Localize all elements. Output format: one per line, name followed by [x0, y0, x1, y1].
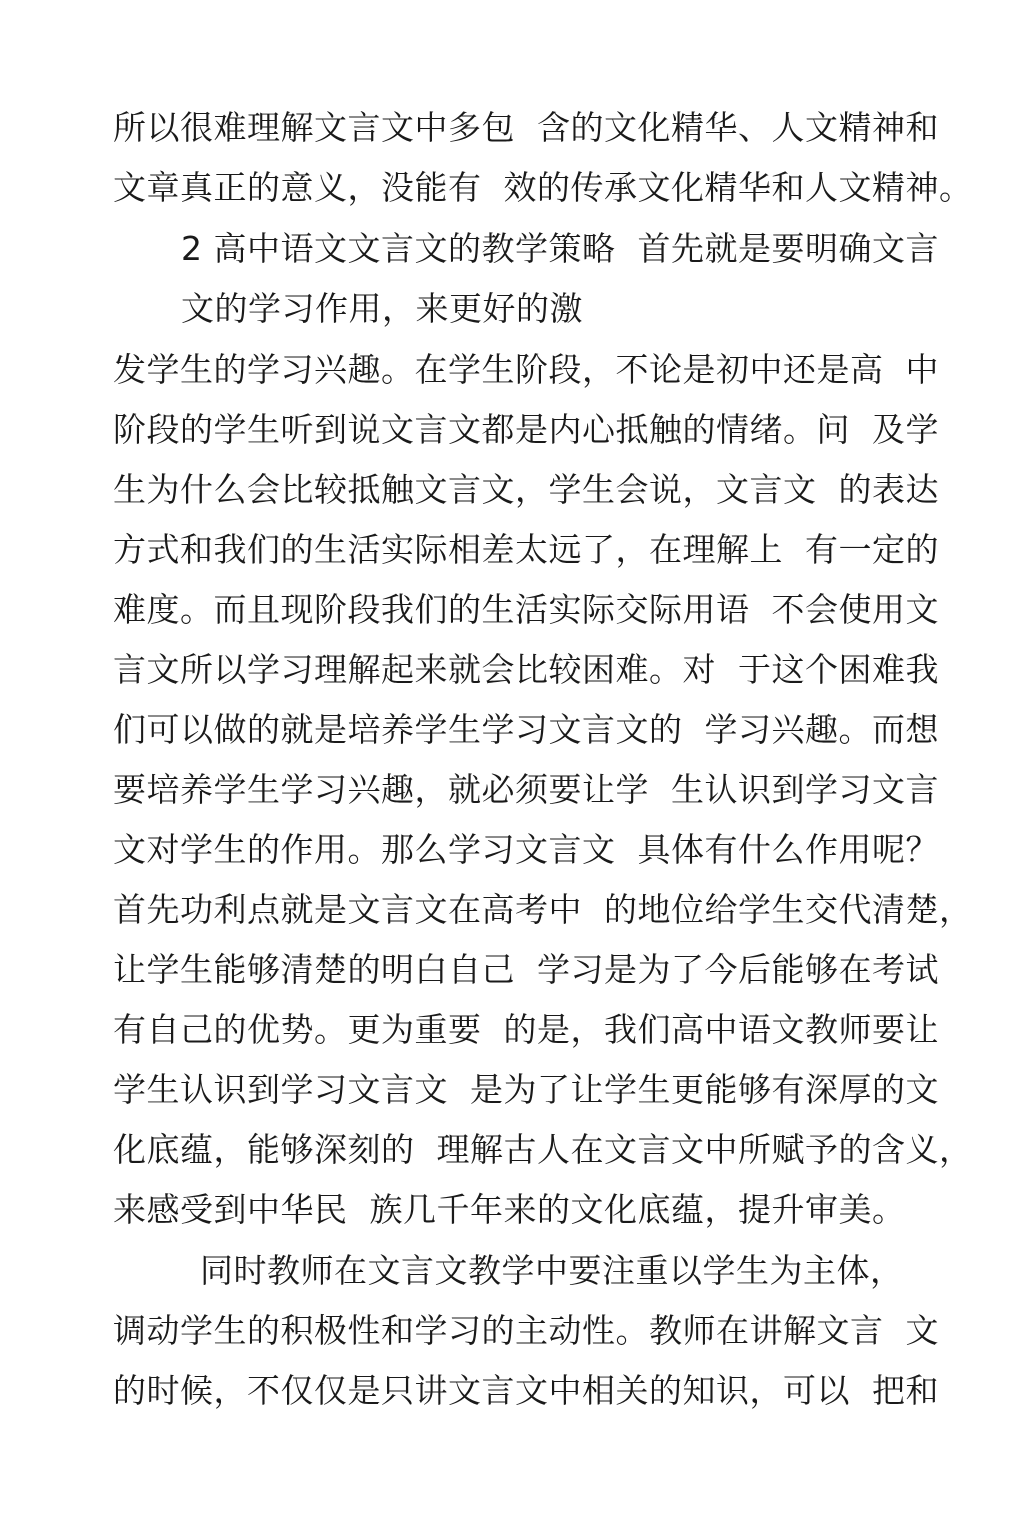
text-line: 难度。而且现阶段我们的生活实际交际用语 不会使用文: [113, 590, 939, 629]
text-line: 所以很难理解文言文中多包 含的文化精华、人文精神和: [113, 108, 939, 147]
text-line: 学生认识到学习文言文 是为了让学生更能够有深厚的文: [113, 1070, 939, 1109]
text-line: 首先功利点就是文言文在高考中 的地位给学生交代清楚，: [113, 890, 973, 929]
text-line: 要培养学生学习兴趣，就必须要让学 生认识到学习文言: [113, 770, 939, 809]
text-line: 来感受到中华民 族几千年来的文化底蕴，提升审美。: [113, 1190, 906, 1229]
paragraph-start-line: 同时教师在文言文教学中要注重以学生为主体，: [200, 1251, 904, 1290]
text-line: 生为什么会比较抵触文言文，学生会说，文言文 的表达: [113, 470, 939, 509]
text-line: 发学生的学习兴趣。在学生阶段，不论是初中还是高 中: [113, 350, 939, 389]
text-line: 有自己的优势。更为重要 的是，我们高中语文教师要让: [113, 1010, 939, 1049]
text-line: 文对学生的作用。那么学习文言文 具体有什么作用呢？: [113, 830, 939, 869]
section-heading-line: 2 高中语文文言文的教学策略 首先就是要明确文言: [181, 229, 939, 268]
text-line: 阶段的学生听到说文言文都是内心抵触的情绪。问 及学: [113, 410, 939, 449]
text-line: 的时候，不仅仅是只讲文言文中相关的知识，可以 把和: [113, 1371, 939, 1410]
text-line: 调动学生的积极性和学习的主动性。教师在讲解文言 文: [113, 1311, 939, 1350]
text-line: 文的学习作用，来更好的激: [181, 289, 583, 328]
text-line: 让学生能够清楚的明白自己 学习是为了今后能够在考试: [113, 950, 939, 989]
text-line: 们可以做的就是培养学生学习文言文的 学习兴趣。而想: [113, 710, 939, 749]
text-line: 方式和我们的生活实际相差太远了，在理解上 有一定的: [113, 530, 939, 569]
text-line: 文章真正的意义，没能有 效的传承文化精华和人文精神。: [113, 168, 973, 207]
text-line: 化底蕴，能够深刻的 理解古人在文言文中所赋予的含义，: [113, 1130, 973, 1169]
text-line: 言文所以学习理解起来就会比较困难。对 于这个困难我: [113, 650, 939, 689]
